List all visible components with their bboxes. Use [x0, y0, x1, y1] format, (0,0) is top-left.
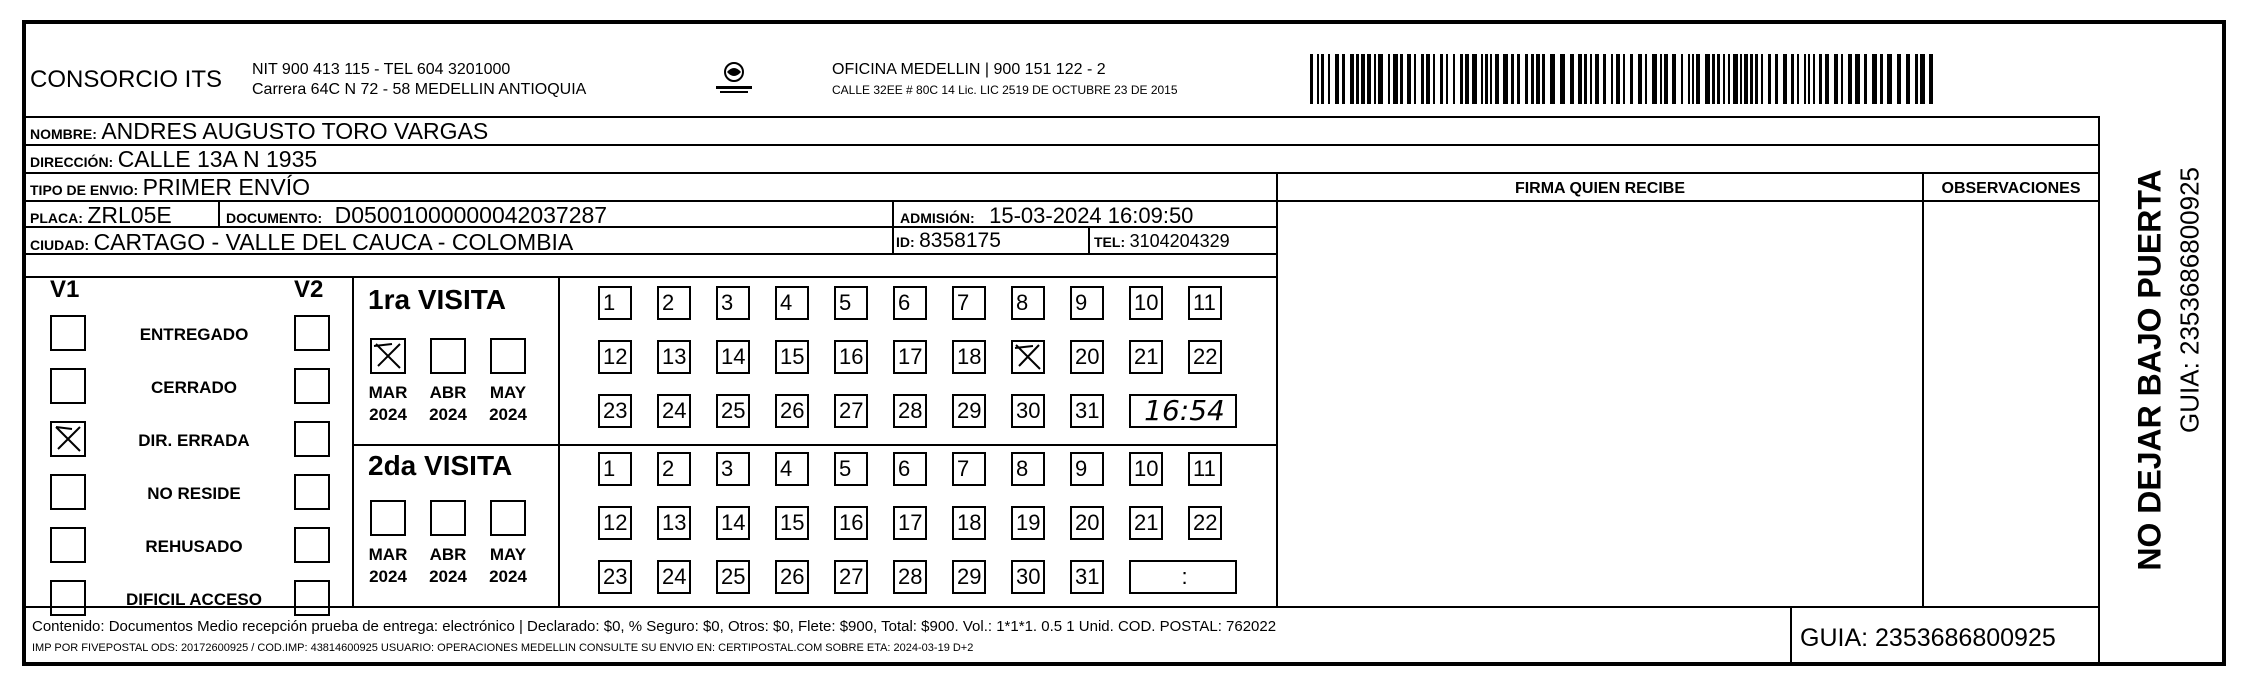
day-number: 3: [721, 456, 734, 481]
first-visit-day-box[interactable]: [657, 394, 691, 428]
id-value: 8358175: [919, 229, 1001, 252]
month-label: ABR: [429, 545, 467, 564]
placa-row: [30, 202, 172, 229]
second-visit-month-checkbox[interactable]: [430, 500, 466, 536]
observaciones-header: OBSERVACIONES: [1941, 180, 2081, 197]
day-number: 10: [1134, 456, 1159, 481]
second-visit-day-box[interactable]: [598, 560, 632, 594]
office-info: OFICINA MEDELLIN | 900 151 122 - 2: [832, 61, 1106, 78]
side-guia: GUIA: 2353686800925: [2174, 167, 2205, 433]
month-label: MAR: [368, 545, 408, 564]
day-number: 25: [721, 398, 746, 423]
day-number: 31: [1075, 564, 1100, 589]
right-border: [2098, 116, 2100, 666]
year-label: 2024: [489, 567, 527, 586]
first-visit-day-box[interactable]: [1188, 286, 1222, 320]
day-number: 26: [780, 564, 805, 589]
firma-header: FIRMA QUIEN RECIBE: [1514, 180, 1686, 197]
ciudad-label: CIUDAD:: [30, 237, 90, 253]
check-mark-icon: [1013, 342, 1043, 372]
second-visit-day-box[interactable]: [1011, 506, 1045, 540]
month-label: MAY: [489, 383, 527, 402]
second-visit-day-box[interactable]: [834, 560, 868, 594]
day-number: 5: [839, 290, 852, 315]
second-visit-title: 2da VISITA: [368, 450, 513, 481]
v1-checkbox[interactable]: [50, 527, 86, 563]
day-number: 4: [780, 290, 793, 315]
footer-guia: GUIA: 2353686800925: [1800, 624, 2056, 652]
day-number: 13: [662, 344, 687, 369]
company-address: Carrera 64C N 72 - 58 MEDELLIN ANTIOQUIA: [252, 81, 587, 98]
first-visit-month-checkbox[interactable]: [490, 338, 526, 374]
day-number: 2: [662, 456, 675, 481]
second-visit-day-box[interactable]: [893, 452, 927, 486]
first-visit-month-checkbox[interactable]: [370, 338, 406, 374]
first-visit-day-box[interactable]: [893, 394, 927, 428]
company-name: CONSORCIO ITS: [30, 66, 223, 93]
day-number: 26: [780, 398, 805, 423]
day-number: 18: [957, 510, 982, 535]
v1-checkbox[interactable]: [50, 421, 86, 457]
day-number: 10: [1134, 290, 1159, 315]
day-number: 28: [898, 564, 923, 589]
first-visit-day-box[interactable]: [775, 340, 809, 374]
day-number: 15: [780, 344, 805, 369]
tipo-envio-row: [30, 174, 310, 201]
second-visit-day-box[interactable]: [1129, 452, 1163, 486]
nombre-label: NOMBRE:: [30, 126, 97, 142]
second-visit-day-box[interactable]: [598, 506, 632, 540]
documento-row: [226, 202, 607, 229]
first-visit-title: 1ra VISITA: [368, 284, 506, 315]
direccion-row: [30, 146, 317, 173]
year-label: 2024: [369, 567, 407, 586]
day-number: 9: [1075, 456, 1088, 481]
ciudad-value: CARTAGO - VALLE DEL CAUCA - COLOMBIA: [93, 229, 574, 255]
day-number: 1: [603, 290, 616, 315]
day-number: 12: [603, 510, 628, 535]
first-visit-day-box[interactable]: [716, 340, 750, 374]
year-label: 2024: [429, 567, 467, 586]
tel-row: [1094, 231, 1230, 252]
status-label: CERRADO: [151, 378, 237, 397]
status-label: REHUSADO: [145, 537, 243, 556]
nombre-value: ANDRES AUGUSTO TORO VARGAS: [101, 118, 489, 144]
month-label: MAR: [368, 383, 408, 402]
second-visit-day-box[interactable]: [1188, 452, 1222, 486]
day-number: 28: [898, 398, 923, 423]
month-label: MAY: [489, 545, 527, 564]
day-number: 27: [839, 398, 864, 423]
tipo-envio-value: PRIMER ENVÍO: [142, 174, 310, 200]
first-visit-day-box[interactable]: [952, 394, 986, 428]
second-visit-day-box[interactable]: [1011, 452, 1045, 486]
year-label: 2024: [429, 405, 467, 424]
placa-value: ZRL05E: [87, 202, 172, 228]
day-number: 27: [839, 564, 864, 589]
day-number: 19: [1016, 510, 1041, 535]
day-number: 5: [839, 456, 852, 481]
second-visit-day-box[interactable]: [775, 560, 809, 594]
first-visit-day-box[interactable]: [598, 340, 632, 374]
admision-value: 15-03-2024 16:09:50: [989, 203, 1194, 228]
first-visit-day-box[interactable]: [1011, 394, 1045, 428]
tel-value: 3104204329: [1129, 231, 1230, 251]
day-number: 24: [662, 564, 687, 589]
placa-label: PLACA:: [30, 210, 83, 226]
admision-label: ADMISIÓN:: [900, 210, 975, 226]
day-number: 23: [603, 564, 628, 589]
second-visit-day-box[interactable]: [598, 452, 632, 486]
first-visit-day-box[interactable]: [598, 394, 632, 428]
first-visit-day-box[interactable]: [1129, 340, 1163, 374]
day-number: 20: [1075, 344, 1100, 369]
day-number: 17: [898, 344, 923, 369]
day-number: 16: [839, 344, 864, 369]
day-number: 12: [603, 344, 628, 369]
day-number: 6: [898, 456, 911, 481]
first-visit-day-box[interactable]: [952, 286, 986, 320]
day-number: 6: [898, 290, 911, 315]
second-visit-day-box[interactable]: [1011, 560, 1045, 594]
day-number: 24: [662, 398, 687, 423]
day-number: 21: [1134, 510, 1159, 535]
first-visit-day-box[interactable]: [1070, 394, 1104, 428]
tel-label: TEL:: [1094, 234, 1126, 250]
v1-checkbox[interactable]: [50, 474, 86, 510]
second-visit-month-checkbox[interactable]: [370, 500, 406, 536]
day-number: 14: [721, 510, 746, 535]
second-visit-day-box[interactable]: [893, 560, 927, 594]
v2-checkbox[interactable]: [294, 315, 330, 351]
first-visit-time-box[interactable]: 16:54: [1129, 394, 1237, 428]
second-visit-month-checkbox[interactable]: [490, 500, 526, 536]
day-number: 20: [1075, 510, 1100, 535]
day-number: 7: [957, 456, 970, 481]
direccion-label: DIRECCIÓN:: [30, 154, 114, 170]
second-visit-day-box[interactable]: [1070, 560, 1104, 594]
first-visit-day-box[interactable]: [1011, 340, 1045, 374]
first-visit-day-box[interactable]: [657, 340, 691, 374]
day-number: 18: [957, 344, 982, 369]
day-number: 14: [721, 344, 746, 369]
first-visit-day-box[interactable]: [657, 286, 691, 320]
first-visit-day-box[interactable]: [834, 286, 868, 320]
first-visit-day-box[interactable]: [893, 286, 927, 320]
second-visit-day-box[interactable]: [893, 506, 927, 540]
direccion-value: CALLE 13A N 1935: [117, 146, 318, 172]
first-visit-day-box[interactable]: [834, 394, 868, 428]
day-number: 31: [1075, 398, 1100, 423]
second-visit-day-box[interactable]: [1070, 452, 1104, 486]
status-label: DIFICIL ACCESO: [125, 590, 262, 609]
day-number: 22: [1193, 344, 1218, 369]
second-visit-day-box[interactable]: [775, 506, 809, 540]
v2-checkbox[interactable]: [294, 421, 330, 457]
first-visit-day-box[interactable]: [598, 286, 632, 320]
v1-checkbox[interactable]: [50, 580, 86, 616]
second-visit-day-box[interactable]: [716, 506, 750, 540]
day-number: 11: [1193, 456, 1216, 481]
month-label: ABR: [429, 383, 467, 402]
check-mark-icon: [372, 340, 404, 372]
second-visit-day-box[interactable]: [952, 560, 986, 594]
first-visit-day-box[interactable]: [893, 340, 927, 374]
second-visit-day-box[interactable]: [657, 560, 691, 594]
v1-header: V1: [50, 276, 80, 303]
day-number: 30: [1016, 398, 1041, 423]
first-visit-day-box[interactable]: [1070, 340, 1104, 374]
second-visit-day-box[interactable]: [1070, 506, 1104, 540]
day-number: 30: [1016, 564, 1041, 589]
documento-label: DOCUMENTO:: [226, 210, 323, 226]
day-number: 29: [957, 564, 982, 589]
first-visit-day-box[interactable]: [1070, 286, 1104, 320]
first-visit-day-box[interactable]: [1011, 286, 1045, 320]
side-warning: NO DEJAR BAJO PUERTA: [2131, 169, 2168, 571]
second-visit-time-box[interactable]: :: [1129, 560, 1237, 594]
v2-checkbox[interactable]: [294, 474, 330, 510]
first-visit-month-checkbox[interactable]: [430, 338, 466, 374]
second-visit-day-box[interactable]: [952, 506, 986, 540]
footer-contenido: Contenido: Documentos Medio recepción prueba de entrega: electrónico | Declarado: $0, % Seguro: $0, Otros: $0, Flete: $900, Total: $900. Vol.: 1*1*1. 0.5 1 Unid. COD. POSTAL: 762022: [32, 618, 1277, 635]
footer-imp: IMP POR FIVEPOSTAL ODS: 20172600925 / COD.IMP: 43814600925 USUARIO: OPERACIONES MEDELLIN CONSULTE SU ENVIO EN: CERTIPOSTAL.COM SOBRE ETA: 2024-03-19 D+2: [32, 642, 974, 654]
documento-value: D05001000000042037287: [334, 202, 608, 228]
day-number: 22: [1193, 510, 1218, 535]
day-number: 9: [1075, 290, 1088, 315]
company-nit: NIT 900 413 115 - TEL 604 3201000: [252, 61, 511, 78]
first-visit-day-box[interactable]: [952, 340, 986, 374]
id-row: [896, 229, 1001, 253]
check-mark-icon: [52, 423, 84, 455]
second-visit-day-box[interactable]: [716, 560, 750, 594]
v2-checkbox[interactable]: [294, 368, 330, 404]
first-visit-day-box[interactable]: [775, 286, 809, 320]
day-number: 13: [662, 510, 687, 535]
first-visit-day-box[interactable]: [775, 394, 809, 428]
v1-checkbox[interactable]: [50, 368, 86, 404]
day-number: 11: [1193, 290, 1216, 315]
first-visit-day-box[interactable]: [1129, 286, 1163, 320]
first-visit-day-box[interactable]: [1188, 340, 1222, 374]
day-number: 4: [780, 456, 793, 481]
barcode-icon: [1310, 54, 1938, 104]
day-number: 2: [662, 290, 675, 315]
second-visit-day-box[interactable]: [834, 452, 868, 486]
first-visit-day-box[interactable]: [716, 394, 750, 428]
ciudad-row: [30, 229, 573, 256]
day-number: 3: [721, 290, 734, 315]
admision-row: [900, 203, 1193, 229]
day-number: 29: [957, 398, 982, 423]
certipostal-logo-icon: [712, 60, 756, 96]
v1-checkbox[interactable]: [50, 315, 86, 351]
status-label: ENTREGADO: [139, 325, 249, 344]
v2-header: V2: [294, 276, 324, 303]
day-number: 8: [1016, 456, 1029, 481]
second-visit-day-box[interactable]: [1188, 506, 1222, 540]
day-number: 1: [603, 456, 616, 481]
year-label: 2024: [489, 405, 527, 424]
day-number: 25: [721, 564, 746, 589]
second-visit-day-box[interactable]: [952, 452, 986, 486]
second-visit-day-box[interactable]: [716, 452, 750, 486]
day-number: 21: [1134, 344, 1159, 369]
first-visit-day-box[interactable]: [716, 286, 750, 320]
second-visit-day-box[interactable]: [834, 506, 868, 540]
day-number: 23: [603, 398, 628, 423]
second-visit-day-box[interactable]: [657, 452, 691, 486]
day-number: 17: [898, 510, 923, 535]
status-label: NO RESIDE: [147, 484, 241, 503]
day-number: 8: [1016, 290, 1029, 315]
second-visit-day-box[interactable]: [775, 452, 809, 486]
day-number: 15: [780, 510, 805, 535]
second-visit-day-box[interactable]: [1129, 506, 1163, 540]
tipo-envio-label: TIPO DE ENVIO:: [30, 182, 139, 198]
year-label: 2024: [369, 405, 407, 424]
day-number: 16: [839, 510, 864, 535]
v2-checkbox[interactable]: [294, 527, 330, 563]
nombre-row: [30, 118, 488, 145]
office-license: CALLE 32EE # 80C 14 Lic. LIC 2519 DE OCTUBRE 23 DE 2015: [832, 83, 1178, 97]
status-label: DIR. ERRADA: [138, 431, 250, 450]
second-visit-day-box[interactable]: [657, 506, 691, 540]
day-number: 7: [957, 290, 970, 315]
v2-checkbox[interactable]: [294, 580, 330, 616]
first-visit-day-box[interactable]: [834, 340, 868, 374]
id-label: ID:: [896, 234, 915, 250]
